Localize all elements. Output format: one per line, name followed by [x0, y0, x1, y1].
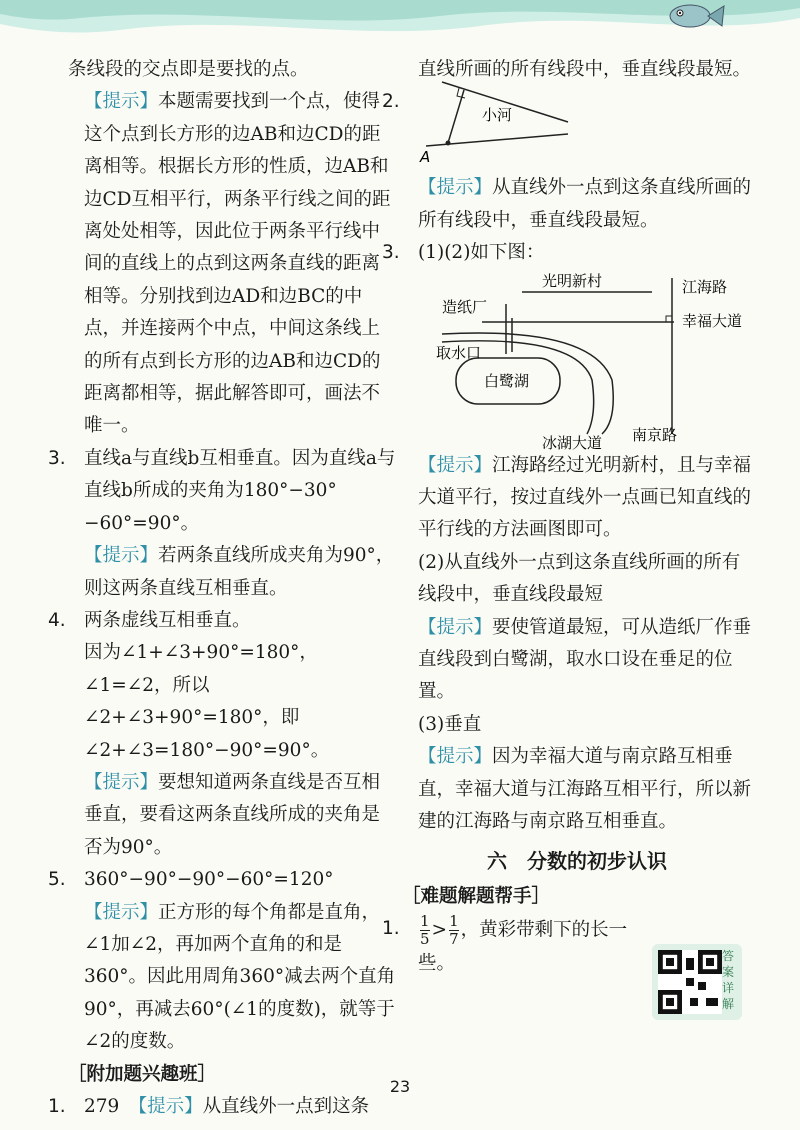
hint-paragraph: 【提示】从直线外一点到这条直线所画的所有线段中，垂直线段最短。: [418, 177, 752, 231]
hint-label: 【提示】: [84, 91, 159, 113]
hard-section-title: ［难题解题帮手］: [402, 885, 551, 907]
question-5: 5. 360°−90°−90°−60°=120°: [48, 869, 334, 891]
svg-text:江海路: 江海路: [682, 277, 728, 296]
question-4: 4. 两条虚线互相垂直。: [48, 609, 251, 631]
hint-paragraph: 【提示】正方形的每个角都是直角，∠1加∠2，再加两个直角的和是360°。因此用周角360°减去两个直角90°，再减去60°(∠1的度数)，就等于∠2的度数。: [84, 901, 396, 1053]
svg-text:造纸厂: 造纸厂: [442, 297, 488, 316]
question-3: 3. (1)(2)如下图：: [382, 242, 545, 264]
hard-question-1: 1. $\frac{1}{5}$ > $\frac{1}{7}$ ，黄彩带剩下的长一些。: [382, 912, 628, 975]
svg-text:取水口: 取水口: [436, 343, 482, 362]
fraction-one-fifth: $\frac{1}{5}$: [420, 912, 430, 949]
left-continuation: 条线段的交点即是要找的点。: [68, 59, 309, 80]
hint-paragraph: 【提示】江海路经过光明新村，且与幸福大道平行，按过直线外一点画已知直线的平行线的方法画图即可。: [418, 454, 752, 541]
right-column: [382, 54, 752, 981]
river-label: 小河: [482, 106, 513, 125]
qr-label: 答案详解: [722, 949, 735, 1011]
map-diagram: [436, 270, 743, 452]
extra-question-1: 1. 279 【提示】从直线外一点到这条: [48, 1096, 370, 1117]
chapter-title: 六 分数的初步认识: [487, 848, 667, 873]
hint-paragraph: 【提示】若两条直线所成夹角为90°，则这两条直线互相垂直。: [84, 545, 395, 599]
left-column: [48, 54, 398, 1123]
qr-code-icon: [658, 950, 722, 1014]
extra-section-title: ［附加题兴趣班］: [68, 1063, 217, 1085]
hint-paragraph: 【提示】因为幸福大道与南京路互相垂直，幸福大道与江海路互相平行，所以新建的江海路与南京路互相垂直。: [418, 746, 752, 833]
fraction-one-seventh: $\frac{1}{7}$: [449, 912, 459, 949]
question-4-body: 因为∠1+∠3+90°=180°，∠1=∠2，所以∠2+∠3+90°=180°，即∠2+∠3=180°−90°=90°。: [84, 642, 330, 761]
hint-paragraph: 【提示】要想知道两条直线是否互相垂直，要看这两条直线所成的夹角是否为90°。: [84, 771, 381, 858]
svg-text:南京路: 南京路: [632, 425, 678, 444]
question-2: 2. 小河 A: [402, 86, 752, 172]
right-continuation: 直线所画的所有线段中，垂直线段最短。: [418, 59, 752, 80]
qr-code[interactable]: [652, 944, 742, 1020]
question-3: 3. 直线a与直线b互相垂直。因为直线a与直线b所成的夹角为180°−30°−60°=90°。: [48, 447, 396, 534]
svg-text:幸福大道: 幸福大道: [682, 311, 743, 330]
hint-paragraph: 【提示】本题需要找到一个点，使得这个点到长方形的边AB和边CD的距离相等。根据长方形的性质，边AB和边CD互相平行，两条平行线之间的距离处处相等，因此位于两条平行线中间的直线上的点到这两条直线的距离相等。分别找到边AD和边BC的中点，并连接两个中点，中间这条线上的所有点到长方形的边AB和边CD的距离都相等，据此解答即可，画法不唯一。: [84, 91, 391, 437]
point-a-label: A: [420, 148, 431, 167]
page-number: 23: [389, 1077, 411, 1096]
question-3-part-2: (2)从直线外一点到这条直线所画的所有线段中，垂直线段最短: [418, 551, 741, 606]
header-wave-decoration: [0, 0, 800, 44]
hint-paragraph: 【提示】要使管道最短，可从造纸厂作垂直线段到白鹭湖，取水口设在垂足的位置。: [418, 616, 752, 703]
svg-text:光明新村: 光明新村: [542, 271, 603, 290]
question-3-part-3: (3)垂直: [418, 713, 482, 735]
river-diagram: [412, 76, 582, 167]
svg-text:白鹭湖: 白鹭湖: [484, 371, 530, 390]
svg-text:冰湖大道: 冰湖大道: [542, 433, 603, 452]
